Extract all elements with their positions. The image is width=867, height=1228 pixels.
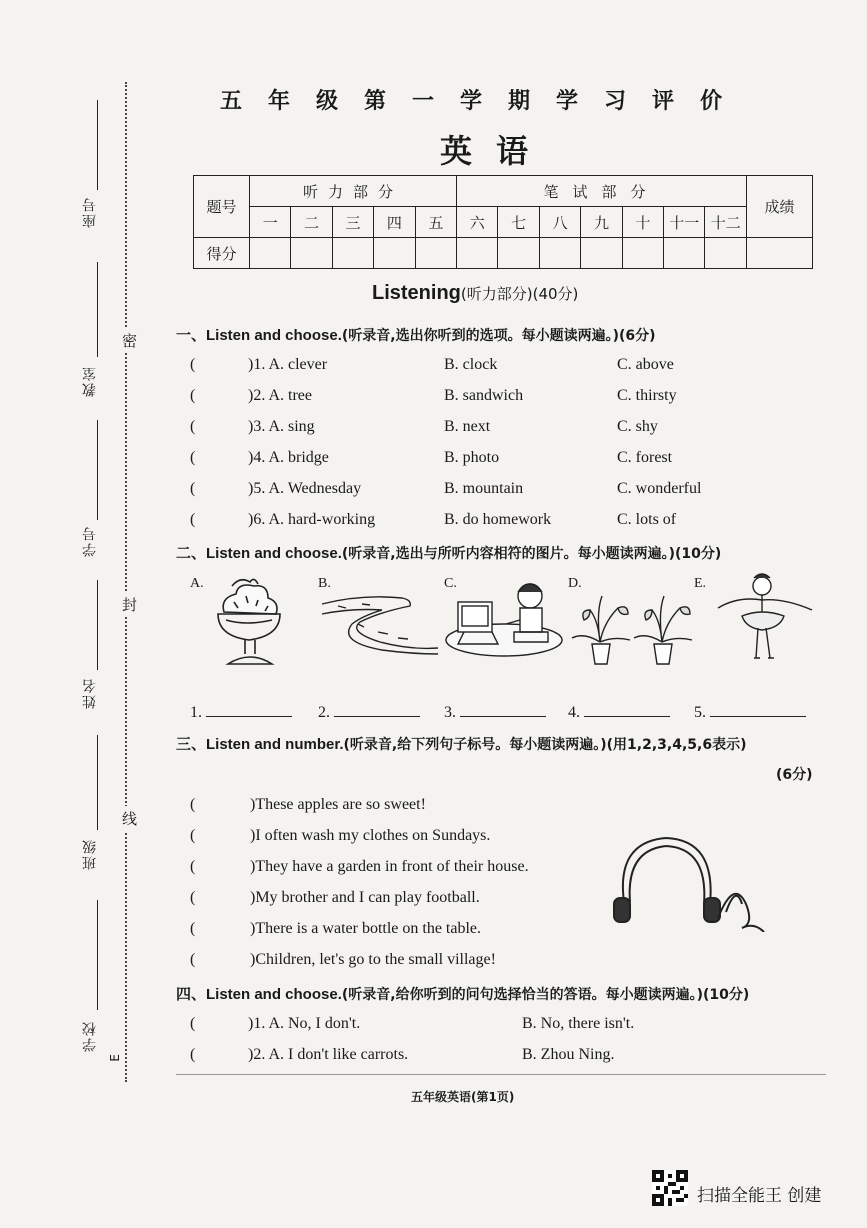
school-line	[97, 900, 98, 1010]
written-part-cell: 笔试部分	[457, 176, 747, 207]
q4-option-b: B. photo	[444, 449, 500, 466]
seat-line	[97, 100, 98, 190]
pic-label-d: D.	[568, 576, 582, 591]
total-score-cell[interactable]	[747, 238, 813, 269]
blank-2-label: 2.	[318, 704, 330, 721]
seal-feng: 封	[122, 592, 137, 617]
answer-paren[interactable]: (	[190, 480, 196, 497]
answer-paren[interactable]: (	[190, 418, 196, 435]
score-cell[interactable]	[539, 238, 580, 269]
s4-q1-option-a: )1. A. No, I don't.	[248, 1015, 361, 1032]
s4-q2-option-a: )2. A. I don't like carrots.	[248, 1046, 409, 1063]
sentence-1: )These apples are so sweet!	[250, 796, 426, 813]
q6-option-a: )6. A. hard-working	[248, 511, 376, 528]
subject-title: 英语	[440, 132, 553, 170]
score-cell[interactable]	[622, 238, 663, 269]
score-cell[interactable]	[415, 238, 456, 269]
answer-paren[interactable]: (	[190, 889, 196, 906]
school-label: 学校	[82, 1020, 98, 1052]
sentence-3: )They have a garden in front of their house.	[250, 858, 529, 875]
answer-paren[interactable]: (	[190, 1015, 196, 1032]
q5-option-c: C. wonderful	[617, 480, 702, 497]
section1-title-cn: (听录音,选出你听到的选项。每小题读两遍。)(6分)	[341, 328, 656, 344]
score-cell[interactable]	[498, 238, 539, 269]
score-cell[interactable]	[374, 238, 415, 269]
score-cell[interactable]	[291, 238, 332, 269]
q6-option-c: C. lots of	[617, 511, 677, 528]
col-header: 五	[415, 207, 456, 238]
col-header: 二	[291, 207, 332, 238]
blank-4-label: 4.	[568, 704, 580, 721]
answer-paren[interactable]: (	[190, 449, 196, 466]
answer-paren[interactable]: (	[190, 920, 196, 937]
col-header: 七	[498, 207, 539, 238]
section1-title-en: 一、Listen and choose.	[176, 327, 342, 344]
q1-option-c: C. above	[617, 356, 674, 373]
class-line	[97, 735, 98, 830]
answer-paren[interactable]: (	[190, 387, 196, 404]
river-picture	[318, 592, 440, 658]
ice-cream-picture	[210, 572, 290, 674]
blank-4[interactable]	[568, 702, 670, 722]
page-footer: 五年级英语(第1页)	[411, 1090, 515, 1104]
answer-paren[interactable]: (	[190, 796, 196, 813]
page-divider	[176, 1074, 826, 1075]
score-cell[interactable]	[250, 238, 291, 269]
score-cell[interactable]	[664, 238, 705, 269]
q5-option-a: )5. A. Wednesday	[248, 480, 362, 497]
section2-title-en: 二、Listen and choose.	[176, 545, 342, 562]
answer-paren[interactable]: (	[190, 511, 196, 528]
sentence-6: )Children, let's go to the small village!	[250, 951, 496, 968]
col-header: 三	[332, 207, 373, 238]
room-line	[97, 262, 98, 357]
q2-option-c: C. thirsty	[617, 387, 677, 404]
tihao-cell: 题号	[194, 176, 250, 238]
blank-3[interactable]	[444, 702, 546, 722]
col-header: 六	[457, 207, 498, 238]
section4-title	[176, 983, 749, 1004]
student-id-label: 学号	[82, 525, 98, 557]
chengji-cell: 成绩	[747, 176, 813, 238]
blank-3-label: 3.	[444, 704, 456, 721]
col-header: 十	[622, 207, 663, 238]
q3-option-a: )3. A. sing	[248, 418, 315, 435]
ballet-dancer-picture	[712, 570, 820, 670]
answer-paren[interactable]: (	[190, 951, 196, 968]
name-line	[97, 580, 98, 670]
scanner-watermark: 扫描全能王 创建	[697, 1186, 822, 1206]
room-label: 教室	[82, 365, 98, 397]
sentence-5: )There is a water bottle on the table.	[250, 920, 482, 937]
listening-heading	[372, 282, 578, 305]
q2-option-a: )2. A. tree	[248, 387, 312, 404]
col-header: 九	[581, 207, 622, 238]
q1-option-b: B. clock	[444, 356, 498, 373]
q2-option-b: B. sandwich	[444, 387, 524, 404]
section2-title	[176, 542, 721, 563]
seal-mi: 密	[122, 328, 137, 353]
exam-title: 五年级第一学期学习评价	[220, 89, 749, 114]
answer-paren[interactable]: (	[190, 858, 196, 875]
answer-paren[interactable]: (	[190, 356, 196, 373]
blank-5[interactable]	[694, 702, 806, 722]
score-cell[interactable]	[332, 238, 373, 269]
blank-1-label: 1.	[190, 704, 202, 721]
section4-title-en: 四、Listen and choose.	[176, 986, 342, 1003]
col-header: 一	[250, 207, 291, 238]
s4-q2-option-b: B. Zhou Ning.	[522, 1046, 615, 1063]
section2-title-cn: (听录音,选出与所听内容相符的图片。每小题读两遍。)(10分)	[341, 546, 722, 562]
blank-2[interactable]	[318, 702, 420, 722]
sentence-2: )I often wash my clothes on Sundays.	[250, 827, 491, 844]
score-cell[interactable]	[581, 238, 622, 269]
q4-option-a: )4. A. bridge	[248, 449, 329, 466]
headphones-icon	[606, 832, 766, 932]
blank-1[interactable]	[190, 702, 292, 722]
section4-title-cn: (听录音,给你听到的问句选择恰当的答语。每小题读两遍。)(10分)	[341, 987, 750, 1003]
potted-plants-picture	[570, 592, 696, 670]
qr-code-icon	[652, 1170, 688, 1206]
q5-option-b: B. mountain	[444, 480, 524, 497]
defen-cell: 得分	[194, 238, 250, 269]
section3-title	[176, 733, 746, 754]
listening-heading-en: Listening	[372, 282, 461, 304]
listening-heading-cn: (听力部分)(40分)	[460, 285, 579, 303]
sentence-4: )My brother and I can play football.	[250, 889, 480, 906]
q3-option-b: B. next	[444, 418, 491, 435]
seal-xian: 线	[122, 806, 137, 831]
pic-label-a: A.	[190, 576, 204, 591]
score-cell[interactable]	[457, 238, 498, 269]
answer-paren[interactable]: (	[190, 827, 196, 844]
name-label: 姓名	[82, 677, 98, 709]
section1-title	[176, 324, 656, 345]
q6-option-b: B. do homework	[444, 511, 552, 528]
col-header: 十一	[664, 207, 705, 238]
section3-score: (6分)	[776, 767, 813, 783]
side-mark: E	[108, 1052, 122, 1062]
id-line	[97, 420, 98, 520]
col-header: 八	[539, 207, 580, 238]
col-header: 十二	[705, 207, 747, 238]
score-cell[interactable]	[705, 238, 747, 269]
watching-tv-picture	[444, 574, 566, 660]
section3-title-en: 三、Listen and number.	[176, 736, 344, 753]
q1-option-a: )1. A. clever	[248, 356, 328, 373]
col-header: 四	[374, 207, 415, 238]
seal-dotted-line	[125, 82, 127, 1082]
s4-q1-option-b: B. No, there isn't.	[522, 1015, 635, 1032]
score-table	[193, 175, 813, 269]
listening-part-cell: 听力部分	[250, 176, 457, 207]
answer-paren[interactable]: (	[190, 1046, 196, 1063]
blank-5-label: 5.	[694, 704, 706, 721]
q4-option-c: C. forest	[617, 449, 673, 466]
pic-label-b: B.	[318, 576, 331, 591]
seat-label: 座号	[82, 196, 98, 228]
pic-label-c: C.	[444, 576, 457, 591]
section3-title-cn: (听录音,给下列句子标号。每小题读两遍。)(用1,2,3,4,5,6表示)	[343, 737, 747, 753]
q3-option-c: C. shy	[617, 418, 658, 435]
class-label: 班级	[82, 838, 98, 870]
pic-label-e: E.	[694, 576, 707, 591]
